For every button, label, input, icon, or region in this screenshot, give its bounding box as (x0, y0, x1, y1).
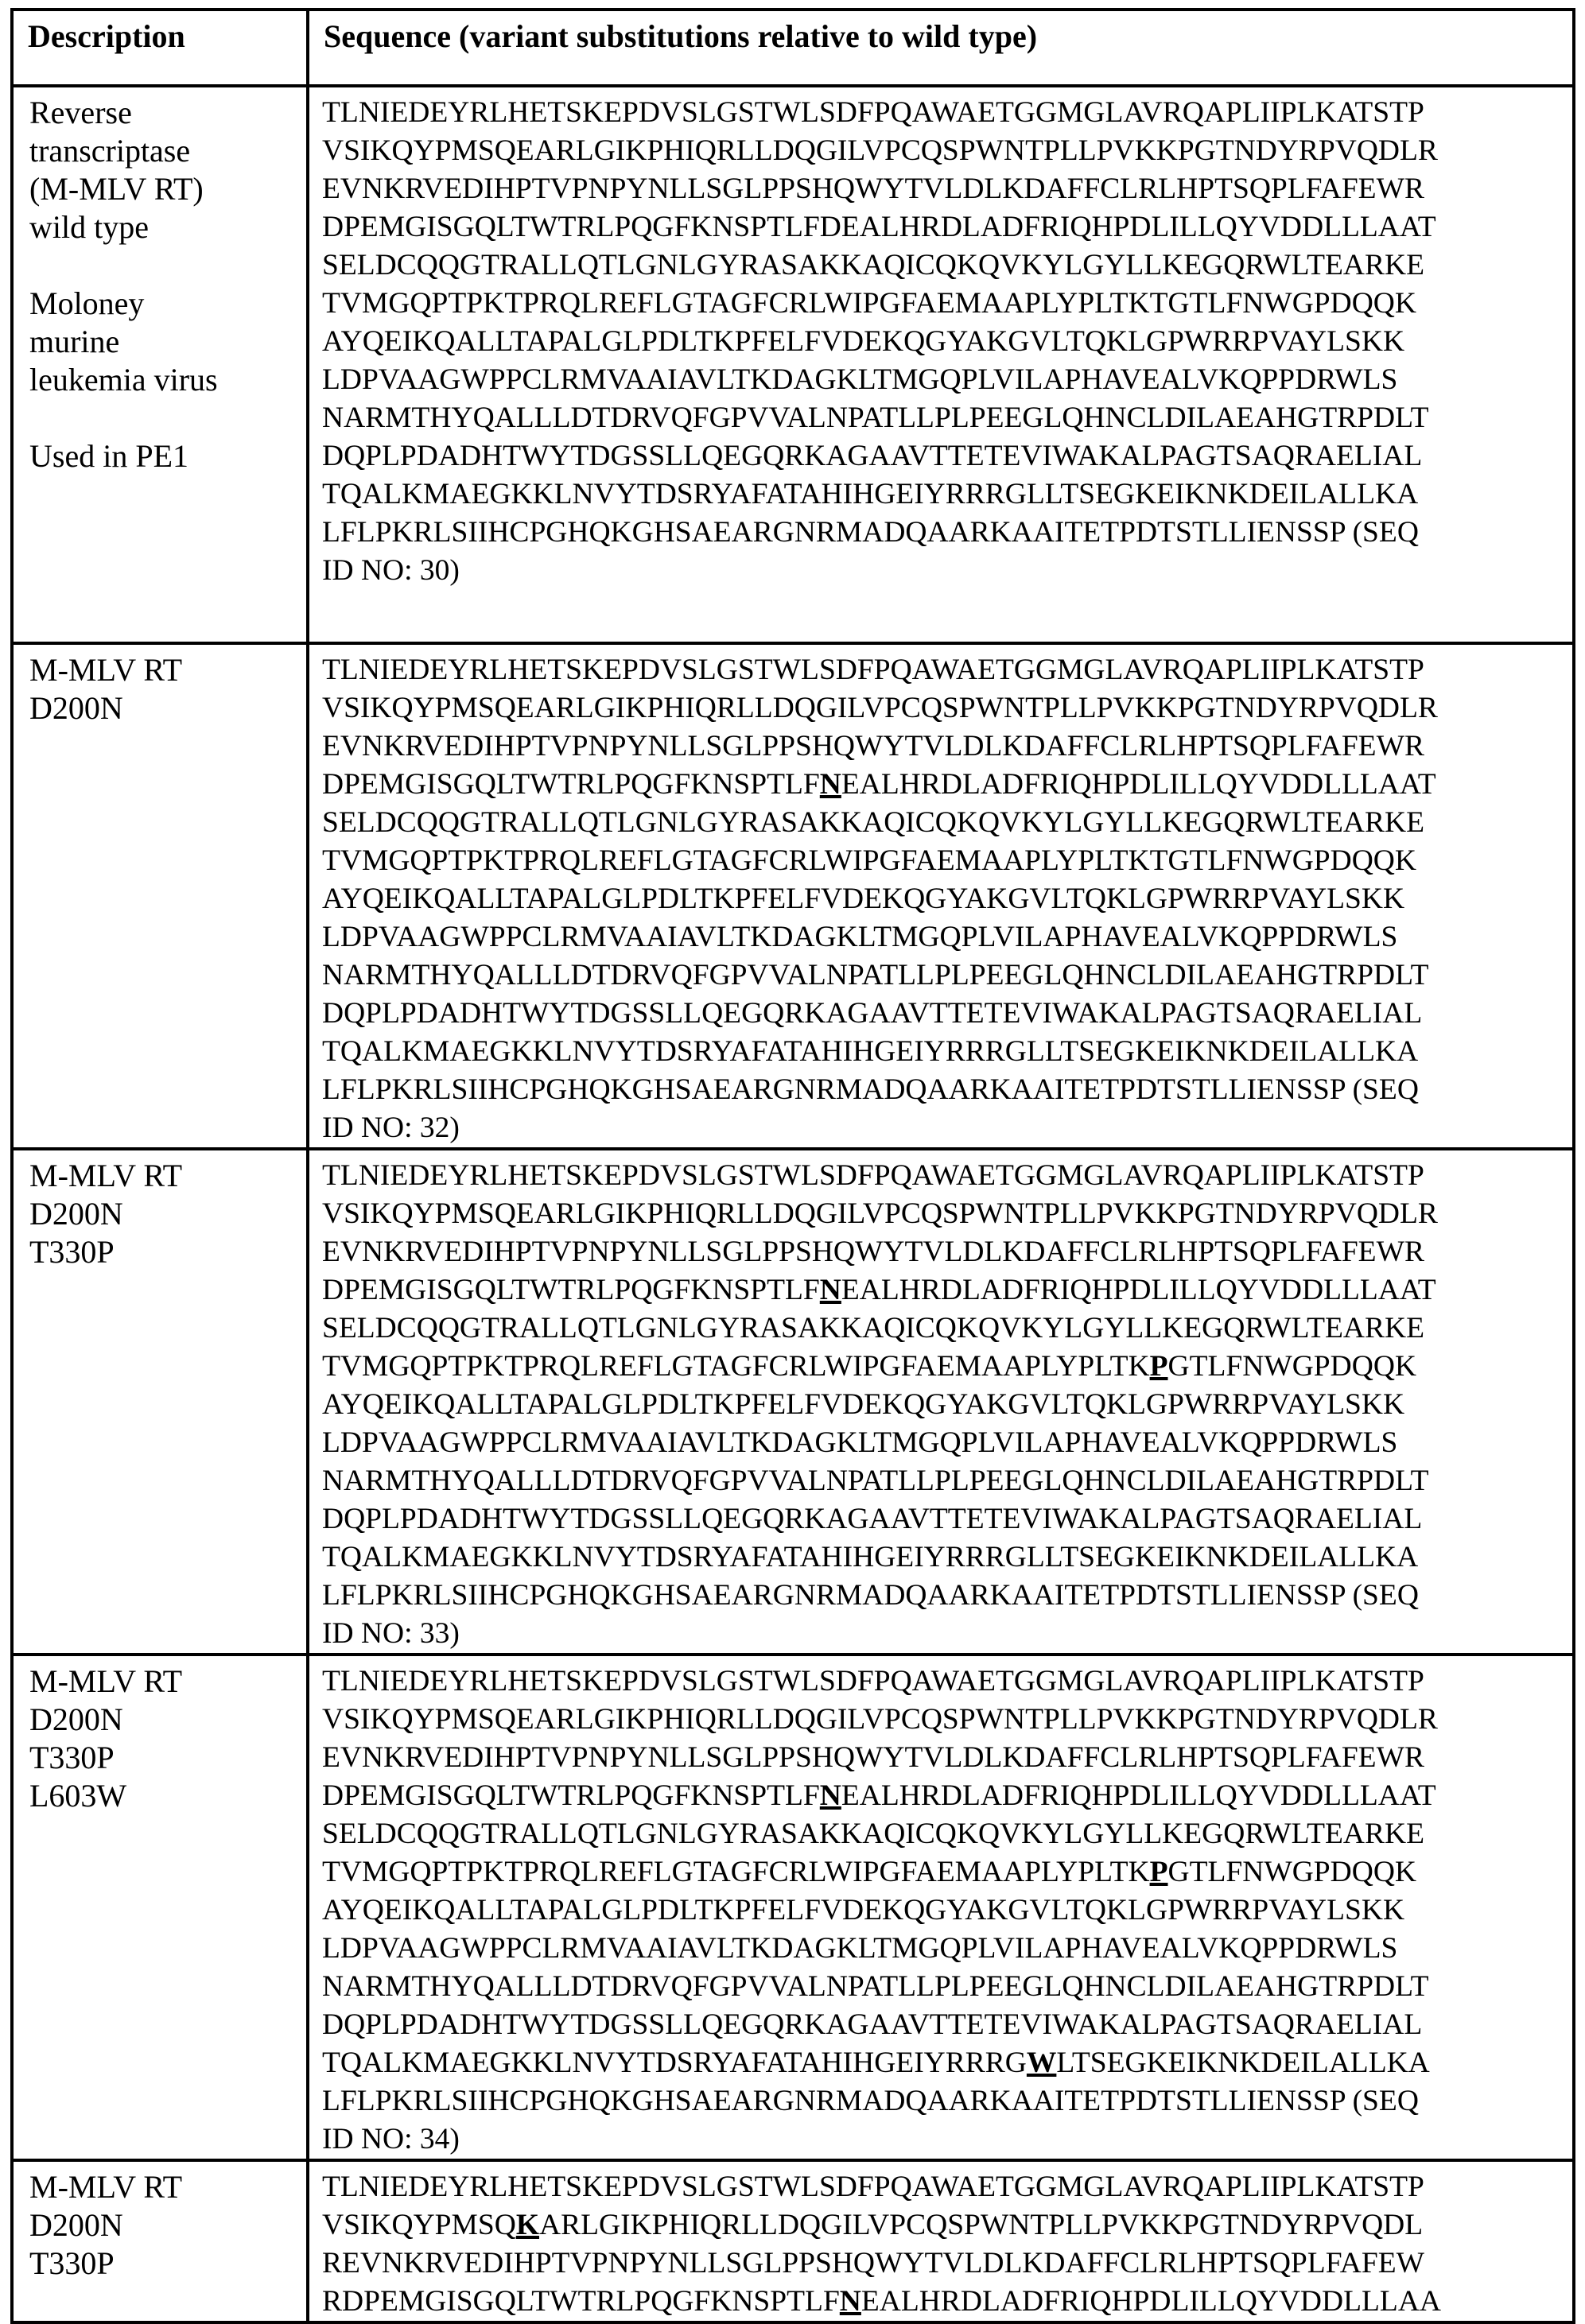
sequence-segment: DPEMGISGQLTWTRLPQGFKNSPTLFDEALHRDLADFRIQHPDLILLQYVDDLLLAAT (322, 211, 1436, 243)
sequence-segment: VSIKQYPMSQEARLGIKPHIQRLLDQGILVPCQSPWNTPLLPVKKPGTNDYRPVQDLR (322, 1197, 1438, 1230)
sequence-segment: RDPEMGISGQLTWTRLPQGFKNSPTLF (322, 2285, 840, 2318)
sequence-line (322, 1071, 1564, 1109)
description-line: Reverse (29, 94, 292, 132)
sequence-segment: ID NO: 32) (322, 1112, 460, 1144)
sequence-cell (308, 643, 1574, 1149)
description-line: wild type (29, 208, 292, 246)
table-row (12, 1655, 1574, 2160)
sequence-line (322, 94, 1564, 132)
sequence-line (322, 1701, 1564, 1739)
sequence-segment: SELDCQQGTRALLQTLGNLGYRASAKKAQICQKQVKYLGYLLKEGQRWLTEARKE (322, 1818, 1424, 1850)
sequence-segment: DPEMGISGQLTWTRLPQGFKNSPTLF (322, 1779, 820, 1812)
description-line: transcriptase (29, 132, 292, 170)
sequence-segment: EALHRDLADFRIQHPDLILLQYVDDLLLAAT (841, 768, 1436, 801)
sequence-line (322, 1271, 1564, 1309)
sequence-segment: LDPVAAGWPPCLRMVAAIAVLTKDAGKLTMGQPLVILAPHAVEALVKQPPDRWLS (322, 921, 1397, 953)
table-row (12, 643, 1574, 1149)
sequence-line (322, 2168, 1564, 2206)
sequence-segment: EALHRDLADFRIQHPDLILLQYVDDLLLAAT (841, 1779, 1436, 1812)
sequence-line (322, 2044, 1564, 2082)
description-line: T330P (29, 1233, 292, 1271)
sequence-segment: TQALKMAEGKKLNVYTDSRYAFATAHIHGEIYRRRGLLTSEGKEIKNKDEILALLKA (322, 478, 1418, 510)
sequence-segment: TVMGQPTPKTPRQLREFLGTAGFCRLWIPGFAEMAAPLYPLTK (322, 1350, 1150, 1383)
sequence-segment: GTLFNWGPDQQK (1168, 1350, 1417, 1383)
description-cell (12, 643, 308, 1149)
sequence-line (322, 1777, 1564, 1815)
sequence-segment: DQPLPDADHTWYTDGSSLLQEGQRKAGAAVTTETEVIWAKALPAGTSAQRAELIAL (322, 2008, 1422, 2041)
sequence-segment: AYQEIKQALLTAPALGLPDLTKPFELFVDEKQGYAKGVLTQKLGPWRRPVAYLSKK (322, 325, 1404, 358)
substitution-residue: N (820, 1779, 841, 1812)
description-line (29, 399, 292, 437)
sequence-segment: DQPLPDADHTWYTDGSSLLQEGQRKAGAAVTTETEVIWAKALPAGTSAQRAELIAL (322, 440, 1422, 472)
description-line: M-MLV RT (29, 1662, 292, 1701)
description-line: D200N (29, 2206, 292, 2244)
sequence-line (322, 651, 1564, 689)
sequence-segment: NARMTHYQALLLDTDRVQFGPVVALNPATLLPLPEEGLQHNCLDILAEAHGTRPDLT (322, 1465, 1428, 1497)
sequence-line (322, 2006, 1564, 2044)
sequence-segment: DPEMGISGQLTWTRLPQGFKNSPTLF (322, 1274, 820, 1306)
sequence-segment: LFLPKRLSIIHCPGHQKGHSAEARGNRMADQAARKAAITETPDTSTLLIENSSP (SEQ (322, 2085, 1419, 2117)
sequence-line (322, 1968, 1564, 2006)
sequence-line (322, 1462, 1564, 1500)
sequence-segment: GTLFNWGPDQQK (1168, 1856, 1417, 1888)
sequence-segment: VSIKQYPMSQEARLGIKPHIQRLLDQGILVPCQSPWNTPLLPVKKPGTNDYRPVQDLR (322, 1703, 1438, 1736)
sequence-column-header: Sequence (variant substitutions relative to wild type) (308, 10, 1574, 86)
sequence-segment: AYQEIKQALLTAPALGLPDLTKPFELFVDEKQGYAKGVLTQKLGPWRRPVAYLSKK (322, 1894, 1404, 1926)
sequence-line (322, 208, 1564, 246)
description-line: D200N (29, 1195, 292, 1233)
description-line: Used in PE1 (29, 437, 292, 475)
description-line: M-MLV RT (29, 651, 292, 689)
sequence-line (322, 132, 1564, 170)
sequence-line (322, 1930, 1564, 1968)
sequence-line (322, 1348, 1564, 1386)
sequence-segment: AYQEIKQALLTAPALGLPDLTKPFELFVDEKQGYAKGVLTQKLGPWRRPVAYLSKK (322, 883, 1404, 915)
sequence-segment: SELDCQQGTRALLQTLGNLGYRASAKKAQICQKQVKYLGYLLKEGQRWLTEARKE (322, 249, 1424, 281)
sequence-segment: SELDCQQGTRALLQTLGNLGYRASAKKAQICQKQVKYLGYLLKEGQRWLTEARKE (322, 1312, 1424, 1344)
sequence-line (322, 2120, 1564, 2159)
sequence-segment: REVNKRVEDIHPTVPNPYNLLSGLPPSHQWYTVLDLKDAFFCLRLHPTSQPLFAFEW (322, 2247, 1424, 2279)
sequence-cell (308, 2160, 1574, 2322)
sequence-segment: LFLPKRLSIIHCPGHQKGHSAEARGNRMADQAARKAAITETPDTSTLLIENSSP (SEQ (322, 516, 1419, 549)
sequence-segment: LFLPKRLSIIHCPGHQKGHSAEARGNRMADQAARKAAITETPDTSTLLIENSSP (SEQ (322, 1579, 1419, 1612)
sequence-segment: TLNIEDEYRLHETSKEPDVSLGSTWLSDFPQAWAETGGMGLAVRQAPLIIPLKATSTP (322, 2171, 1424, 2203)
sequence-segment: TVMGQPTPKTPRQLREFLGTAGFCRLWIPGFAEMAAPLYPLTKTGTLFNWGPDQQK (322, 287, 1416, 320)
description-line: D200N (29, 1701, 292, 1739)
sequence-segment: VSIKQYPMSQEARLGIKPHIQRLLDQGILVPCQSPWNTPLLPVKKPGTNDYRPVQDLR (322, 692, 1438, 724)
description-line: T330P (29, 2244, 292, 2283)
sequence-line (322, 956, 1564, 995)
sequence-line (322, 1386, 1564, 1424)
sequence-line (322, 1739, 1564, 1777)
sequence-segment: TVMGQPTPKTPRQLREFLGTAGFCRLWIPGFAEMAAPLYPLTKTGTLFNWGPDQQK (322, 844, 1416, 877)
sequence-line (322, 1500, 1564, 1538)
substitution-residue: N (820, 768, 841, 801)
description-line: M-MLV RT (29, 2168, 292, 2206)
description-line: L603W (29, 1777, 292, 1815)
sequence-line (322, 2206, 1564, 2244)
sequence-segment: DQPLPDADHTWYTDGSSLLQEGQRKAGAAVTTETEVIWAKALPAGTSAQRAELIAL (322, 1503, 1422, 1535)
sequence-line (322, 1157, 1564, 1195)
sequence-segment: NARMTHYQALLLDTDRVQFGPVVALNPATLLPLPEEGLQHNCLDILAEAHGTRPDLT (322, 959, 1428, 991)
sequence-line (322, 766, 1564, 804)
sequence-line (322, 995, 1564, 1033)
description-cell (12, 1655, 308, 2160)
sequence-segment: TLNIEDEYRLHETSKEPDVSLGSTWLSDFPQAWAETGGMGLAVRQAPLIIPLKATSTP (322, 654, 1424, 686)
description-line: (M-MLV RT) (29, 170, 292, 208)
sequence-cell (308, 86, 1574, 643)
table-row (12, 2160, 1574, 2322)
sequence-cell (308, 1149, 1574, 1655)
sequence-segment: EVNKRVEDIHPTVPNPYNLLSGLPPSHQWYTVLDLKDAFFCLRLHPTSQPLFAFEWR (322, 1236, 1424, 1268)
sequence-line (322, 2082, 1564, 2120)
description-line: D200N (29, 689, 292, 727)
sequence-segment: EALHRDLADFRIQHPDLILLQYVDDLLLAAT (841, 1274, 1436, 1306)
table-row (12, 1149, 1574, 1655)
sequence-segment: EALHRDLADFRIQHPDLILLQYVDDLLLAA (861, 2285, 1441, 2318)
substitution-residue: P (1150, 1856, 1168, 1888)
sequence-segment: TLNIEDEYRLHETSKEPDVSLGSTWLSDFPQAWAETGGMGLAVRQAPLIIPLKATSTP (322, 96, 1424, 129)
sequence-segment: NARMTHYQALLLDTDRVQFGPVVALNPATLLPLPEEGLQHNCLDILAEAHGTRPDLT (322, 1970, 1428, 2003)
sequence-line (322, 727, 1564, 766)
description-column-header: Description (12, 10, 308, 86)
description-line (29, 246, 292, 285)
sequence-line (322, 361, 1564, 399)
sequence-segment: VSIKQYPMSQEARLGIKPHIQRLLDQGILVPCQSPWNTPLLPVKKPGTNDYRPVQDLR (322, 134, 1438, 167)
sequence-segment: TVMGQPTPKTPRQLREFLGTAGFCRLWIPGFAEMAAPLYPLTK (322, 1856, 1150, 1888)
table-row (12, 86, 1574, 643)
sequence-line (322, 1662, 1564, 1701)
sequence-segment: LDPVAAGWPPCLRMVAAIAVLTKDAGKLTMGQPLVILAPHAVEALVKQPPDRWLS (322, 1426, 1397, 1459)
table-body (12, 86, 1574, 2322)
sequence-cell (308, 1655, 1574, 2160)
sequence-segment: DQPLPDADHTWYTDGSSLLQEGQRKAGAAVTTETEVIWAKALPAGTSAQRAELIAL (322, 997, 1422, 1030)
sequence-segment: AYQEIKQALLTAPALGLPDLTKPFELFVDEKQGYAKGVLTQKLGPWRRPVAYLSKK (322, 1388, 1404, 1421)
sequence-segment: EVNKRVEDIHPTVPNPYNLLSGLPPSHQWYTVLDLKDAFFCLRLHPTSQPLFAFEWR (322, 1741, 1424, 1774)
sequence-segment: SELDCQQGTRALLQTLGNLGYRASAKKAQICQKQVKYLGYLLKEGQRWLTEARKE (322, 806, 1424, 839)
sequence-line (322, 246, 1564, 285)
sequence-line (322, 689, 1564, 727)
sequence-line (322, 1577, 1564, 1615)
sequence-segment: NARMTHYQALLLDTDRVQFGPVVALNPATLLPLPEEGLQHNCLDILAEAHGTRPDLT (322, 402, 1428, 434)
sequence-line (322, 918, 1564, 956)
description-cell (12, 86, 308, 643)
sequence-segment: TQALKMAEGKKLNVYTDSRYAFATAHIHGEIYRRRGLLTSEGKEIKNKDEILALLKA (322, 1541, 1418, 1573)
substitution-residue: P (1150, 1350, 1168, 1383)
description-line: T330P (29, 1739, 292, 1777)
sequence-line (322, 323, 1564, 361)
sequence-segment: ARLGIKPHIQRLLDQGILVPCQSPWNTPLLPVKKPGTNDYRPVQDL (539, 2209, 1423, 2241)
sequence-line (322, 1309, 1564, 1348)
sequence-line (322, 1109, 1564, 1147)
substitution-residue: W (1027, 2047, 1057, 2079)
sequence-line (322, 1233, 1564, 1271)
sequence-segment: DPEMGISGQLTWTRLPQGFKNSPTLF (322, 768, 820, 801)
header-row (12, 10, 1574, 86)
sequence-segment: LFLPKRLSIIHCPGHQKGHSAEARGNRMADQAARKAAITETPDTSTLLIENSSP (SEQ (322, 1073, 1419, 1106)
sequence-segment: ID NO: 30) (322, 554, 460, 587)
sequence-segment: LTSEGKEIKNKDEILALLKA (1056, 2047, 1429, 2079)
sequence-line (322, 1424, 1564, 1462)
sequence-line (322, 1538, 1564, 1577)
sequence-line (322, 2283, 1564, 2321)
sequence-line (322, 804, 1564, 842)
sequence-line (322, 880, 1564, 918)
sequence-line (322, 842, 1564, 880)
sequence-segment: VSIKQYPMSQ (322, 2209, 516, 2241)
description-line: murine (29, 323, 292, 361)
sequence-line (322, 1853, 1564, 1891)
sequence-segment: TQALKMAEGKKLNVYTDSRYAFATAHIHGEIYRRRG (322, 2047, 1027, 2079)
description-cell (12, 2160, 308, 2322)
sequence-segment: TLNIEDEYRLHETSKEPDVSLGSTWLSDFPQAWAETGGMGLAVRQAPLIIPLKATSTP (322, 1665, 1424, 1697)
description-line: leukemia virus (29, 361, 292, 399)
sequence-segment: ID NO: 33) (322, 1617, 460, 1650)
sequence-segment: ID NO: 34) (322, 2123, 460, 2155)
sequence-line (322, 475, 1564, 514)
sequence-line (322, 170, 1564, 208)
substitution-residue: N (820, 1274, 841, 1306)
sequence-segment: LDPVAAGWPPCLRMVAAIAVLTKDAGKLTMGQPLVILAPHAVEALVKQPPDRWLS (322, 1932, 1397, 1965)
sequence-line (322, 552, 1564, 590)
description-line: M-MLV RT (29, 1157, 292, 1195)
sequence-segment: TQALKMAEGKKLNVYTDSRYAFATAHIHGEIYRRRGLLTSEGKEIKNKDEILALLKA (322, 1035, 1418, 1068)
substitution-residue: K (516, 2209, 539, 2241)
sequence-table (10, 8, 1575, 2324)
sequence-line (322, 1195, 1564, 1233)
sequence-line (322, 1033, 1564, 1071)
sequence-line (322, 514, 1564, 552)
sequence-segment: TLNIEDEYRLHETSKEPDVSLGSTWLSDFPQAWAETGGMGLAVRQAPLIIPLKATSTP (322, 1159, 1424, 1192)
sequence-line (322, 1815, 1564, 1853)
sequence-segment: EVNKRVEDIHPTVPNPYNLLSGLPPSHQWYTVLDLKDAFFCLRLHPTSQPLFAFEWR (322, 173, 1424, 205)
sequence-line (322, 1891, 1564, 1930)
sequence-line (322, 399, 1564, 437)
sequence-segment: LDPVAAGWPPCLRMVAAIAVLTKDAGKLTMGQPLVILAPHAVEALVKQPPDRWLS (322, 363, 1397, 396)
description-cell (12, 1149, 308, 1655)
substitution-residue: N (840, 2285, 861, 2318)
sequence-segment: EVNKRVEDIHPTVPNPYNLLSGLPPSHQWYTVLDLKDAFFCLRLHPTSQPLFAFEWR (322, 730, 1424, 762)
sequence-line (322, 2244, 1564, 2283)
sequence-line (322, 437, 1564, 475)
sequence-line (322, 1615, 1564, 1653)
description-line: Moloney (29, 285, 292, 323)
sequence-line (322, 285, 1564, 323)
